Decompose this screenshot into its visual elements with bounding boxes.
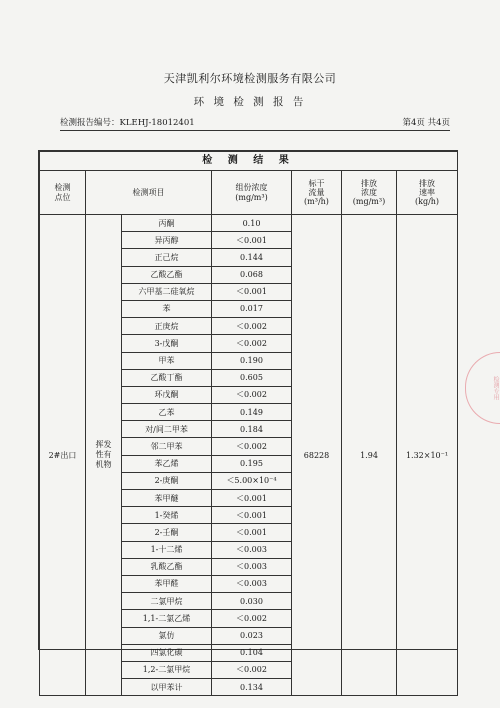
table-row — [40, 215, 458, 232]
concentration-cell: ＜0.002 — [212, 610, 292, 627]
concentration-cell: ＜0.001 — [212, 283, 292, 300]
item-cell: 苯 — [122, 300, 212, 317]
header-flow: 标干 流量 (m³/h) — [292, 171, 342, 215]
header-concentration: 组份浓度 (mg/m³) — [212, 171, 292, 215]
concentration-cell: 0.10 — [212, 215, 292, 232]
results-body — [40, 215, 458, 696]
concentration-cell: 0.195 — [212, 455, 292, 472]
item-cell: 1,2-二氯甲烷 — [122, 661, 212, 678]
header-row — [40, 171, 458, 215]
item-cell: 2-壬酮 — [122, 524, 212, 541]
concentration-cell: ＜0.002 — [212, 318, 292, 335]
concentration-cell: ＜0.002 — [212, 438, 292, 455]
results-table — [39, 151, 458, 696]
item-cell: 苯甲醛 — [122, 575, 212, 592]
concentration-cell: 0.017 — [212, 300, 292, 317]
company-name: 天津凯利尔环境检测服务有限公司 — [163, 72, 337, 85]
concentration-cell: ＜0.001 — [212, 507, 292, 524]
item-cell: 苯甲醚 — [122, 490, 212, 507]
concentration-cell: ＜0.003 — [212, 558, 292, 575]
concentration-cell: 0.030 — [212, 593, 292, 610]
site-cell: 2#出口 — [40, 215, 86, 696]
seal-stamp: 检测专用 — [465, 352, 500, 424]
concentration-cell: 0.068 — [212, 266, 292, 283]
item-cell: 乙酸丁酯 — [122, 369, 212, 386]
concentration-cell: ＜0.002 — [212, 661, 292, 678]
concentration-cell: 0.134 — [212, 679, 292, 696]
flow-cell: 68228 — [292, 215, 342, 696]
results-title: 检 测 结 果 — [40, 152, 458, 171]
header-emission-rate: 排放 速率 (kg/h) — [397, 171, 458, 215]
concentration-cell: 0.104 — [212, 644, 292, 661]
item-cell: 1,1-二氯乙烯 — [122, 610, 212, 627]
concentration-cell: 0.190 — [212, 352, 292, 369]
item-cell: 2-庚酮 — [122, 472, 212, 489]
item-cell: 甲苯 — [122, 352, 212, 369]
emission-conc-cell: 1.94 — [342, 215, 397, 696]
item-cell: 环戊酮 — [122, 386, 212, 403]
item-cell: 邻二甲苯 — [122, 438, 212, 455]
report-number: 检测报告编号：KLEHJ-18012401 — [60, 118, 195, 128]
concentration-cell: ＜0.001 — [212, 524, 292, 541]
report-title: 环 境 检 测 报 告 — [193, 96, 307, 108]
emission-rate-cell: 1.32×10⁻¹ — [397, 215, 458, 696]
item-cell: 乙苯 — [122, 404, 212, 421]
item-cell: 六甲基二硅氧烷 — [122, 283, 212, 300]
item-cell: 正己烷 — [122, 249, 212, 266]
item-cell: 1-十二烯 — [122, 541, 212, 558]
concentration-cell: ＜0.001 — [212, 232, 292, 249]
category-cell: 挥发 性有 机物 — [86, 215, 122, 696]
item-cell: 丙酮 — [122, 215, 212, 232]
concentration-cell: 0.605 — [212, 369, 292, 386]
results-frame — [38, 150, 458, 692]
item-cell: 异丙醇 — [122, 232, 212, 249]
concentration-cell: ＜0.003 — [212, 541, 292, 558]
item-cell: 对/间二甲苯 — [122, 421, 212, 438]
concentration-cell: ＜5.00×10⁻⁴ — [212, 472, 292, 489]
item-cell: 氯仿 — [122, 627, 212, 644]
item-cell: 苯乙烯 — [122, 455, 212, 472]
concentration-cell: ＜0.002 — [212, 386, 292, 403]
item-cell: 1-癸烯 — [122, 507, 212, 524]
concentration-cell: ＜0.002 — [212, 335, 292, 352]
item-cell: 以甲苯计 — [122, 679, 212, 696]
item-cell: 乙酸乙酯 — [122, 266, 212, 283]
concentration-cell: 0.149 — [212, 404, 292, 421]
header-site: 检测 点位 — [40, 171, 86, 215]
item-cell: 3-戊酮 — [122, 335, 212, 352]
page-info: 第4页 共4页 — [402, 118, 450, 128]
item-cell: 二氯甲烷 — [122, 593, 212, 610]
concentration-cell: ＜0.001 — [212, 490, 292, 507]
concentration-cell: ＜0.003 — [212, 575, 292, 592]
report-meta — [60, 116, 450, 131]
header-item: 检测项目 — [86, 171, 212, 215]
concentration-cell: 0.184 — [212, 421, 292, 438]
concentration-cell: 0.023 — [212, 627, 292, 644]
item-cell: 乳酸乙酯 — [122, 558, 212, 575]
concentration-cell: 0.144 — [212, 249, 292, 266]
item-cell: 四氯化碳 — [122, 644, 212, 661]
header-emission-conc: 排放 浓度 (mg/m³) — [342, 171, 397, 215]
item-cell: 正庚烷 — [122, 318, 212, 335]
